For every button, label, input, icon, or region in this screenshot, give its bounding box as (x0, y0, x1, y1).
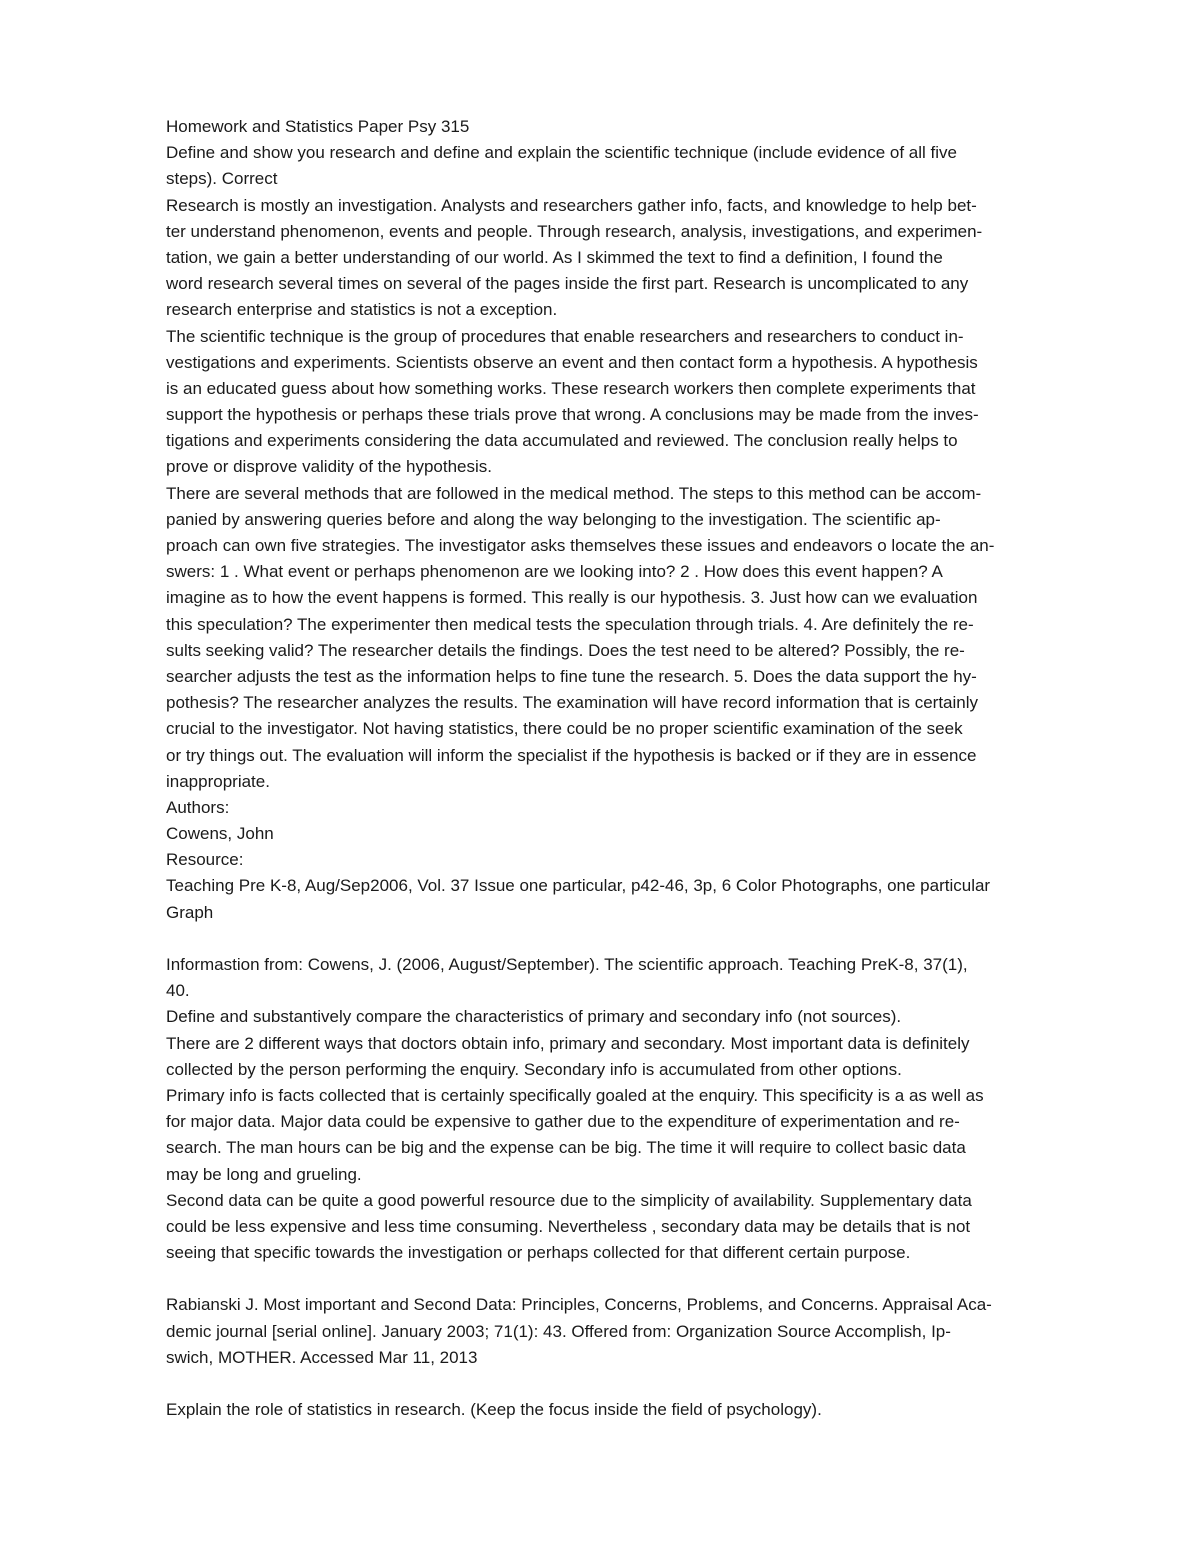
text-line: steps). Correct (166, 169, 278, 189)
text-line: seeing that specific towards the investigation or perhaps collected for that different certain purpose. (166, 1243, 911, 1263)
text-line: 40. (166, 981, 190, 1001)
text-line: could be less expensive and less time consuming. Nevertheless , secondary data may be details that is not (166, 1216, 971, 1236)
text-line: prove or disprove validity of the hypothesis. (166, 457, 493, 477)
text-line: pothesis? The researcher analyzes the results. The examination will have record information that is certainly (166, 693, 978, 713)
text-line: Research is mostly an investigation. Analysts and researchers gather info, facts, and knowledge to help bet- (166, 195, 977, 215)
text-line: Second data can be quite a good powerful resource due to the simplicity of availability. Supplementary data (166, 1190, 972, 1210)
text-line: Resource: (166, 850, 244, 870)
text-line: for major data. Major data could be expensive to gather due to the expenditure of experimentation and re- (166, 1112, 960, 1132)
text-line: search. The man hours can be big and the expense can be big. The time it will require to collect basic data (166, 1138, 966, 1158)
text-line: Teaching Pre K-8, Aug/Sep2006, Vol. 37 Issue one particular, p42-46, 3p, 6 Color Photographs, one particular (166, 876, 991, 896)
text-line: crucial to the investigator. Not having statistics, there could be no proper scientific examination of the seek (166, 719, 963, 739)
blank-line (166, 1371, 1114, 1397)
text-line: demic journal [serial online]. January 2003; 71(1): 43. Offered from: Organization Source Accomplish, Ip- (166, 1321, 951, 1341)
text-line: ter understand phenomenon, events and people. Through research, analysis, investigations, and experimen- (166, 221, 983, 241)
blank-line (166, 1266, 1114, 1292)
text-line: searcher adjusts the test as the information helps to fine tune the research. 5. Does the data support the hy- (166, 666, 977, 686)
text-line: sults seeking valid? The researcher details the findings. Does the test need to be altered? Possibly, the re- (166, 640, 965, 660)
text-line: The scientific technique is the group of procedures that enable researchers and researchers to conduct in- (166, 326, 964, 346)
text-line: word research several times on several of the pages inside the first part. Research is uncomplicated to any (166, 274, 969, 294)
text-line: swich, MOTHER. Accessed Mar 11, 2013 (166, 1347, 478, 1367)
text-line: this speculation? The experimenter then medical tests the speculation through trials. 4. Are definitely the re- (166, 614, 974, 634)
text-line: research enterprise and statistics is not a exception. (166, 300, 558, 320)
text-line: proach can own five strategies. The investigator asks themselves these issues and endeavors o locate the an- (166, 536, 995, 555)
text-line: Cowens, John (166, 824, 274, 844)
text-line: Informastion from: Cowens, J. (2006, August/September). The scientific approach. Teaching PreK-8, 37(1), (166, 955, 968, 974)
text-line: vestigations and experiments. Scientists observe an event and then contact form a hypothesis. A hypothesis (166, 352, 978, 372)
text-line: Primary info is facts collected that is certainly specifically goaled at the enquiry. This specificity is a as well as (166, 1085, 984, 1105)
text-line: Define and show you research and define and explain the scientific technique (include evidence of all five (166, 143, 957, 163)
blank-line (166, 926, 1114, 952)
text-line: collected by the person performing the enquiry. Secondary info is accumulated from other options. (166, 1059, 902, 1079)
text-line: Homework and Statistics Paper Psy 315 (166, 117, 470, 136)
text-line: may be long and grueling. (166, 1164, 362, 1184)
text-line: panied by answering queries before and along the way belonging to the investigation. The scientific ap- (166, 509, 941, 529)
document-body (166, 114, 1114, 1423)
text-line: swers: 1 . What event or perhaps phenomenon are we looking into? 2 . How does this event happen? A (166, 562, 943, 582)
text-line: There are 2 different ways that doctors obtain info, primary and secondary. Most important data is definitely (166, 1033, 970, 1053)
text-line: tigations and experiments considering the data accumulated and reviewed. The conclusion really helps to (166, 431, 958, 451)
text-line: Authors: (166, 797, 230, 817)
text-line: is an educated guess about how something works. These research workers then complete experiments that (166, 378, 976, 398)
text-line: inappropriate. (166, 771, 270, 791)
text-line: Define and substantively compare the characteristics of primary and secondary info (not sources). (166, 1007, 902, 1027)
text-line: Explain the role of statistics in research. (Keep the focus inside the field of psychology). (166, 1400, 822, 1420)
text-line: Graph (166, 902, 214, 922)
text-line: imagine as to how the event happens is formed. This really is our hypothesis. 3. Just how can we evaluation (166, 588, 978, 608)
text-line: support the hypothesis or perhaps these trials prove that wrong. A conclusions may be made from the inves- (166, 405, 979, 425)
text-line: There are several methods that are followed in the medical method. The steps to this method can be accom- (166, 483, 982, 503)
text-line: tation, we gain a better understanding of our world. As I skimmed the text to find a definition, I found the (166, 247, 943, 267)
text-line: or try things out. The evaluation will inform the specialist if the hypothesis is backed or if they are in essence (166, 745, 977, 765)
text-line: Rabianski J. Most important and Second Data: Principles, Concerns, Problems, and Concerns. Appraisal Aca- (166, 1295, 992, 1315)
